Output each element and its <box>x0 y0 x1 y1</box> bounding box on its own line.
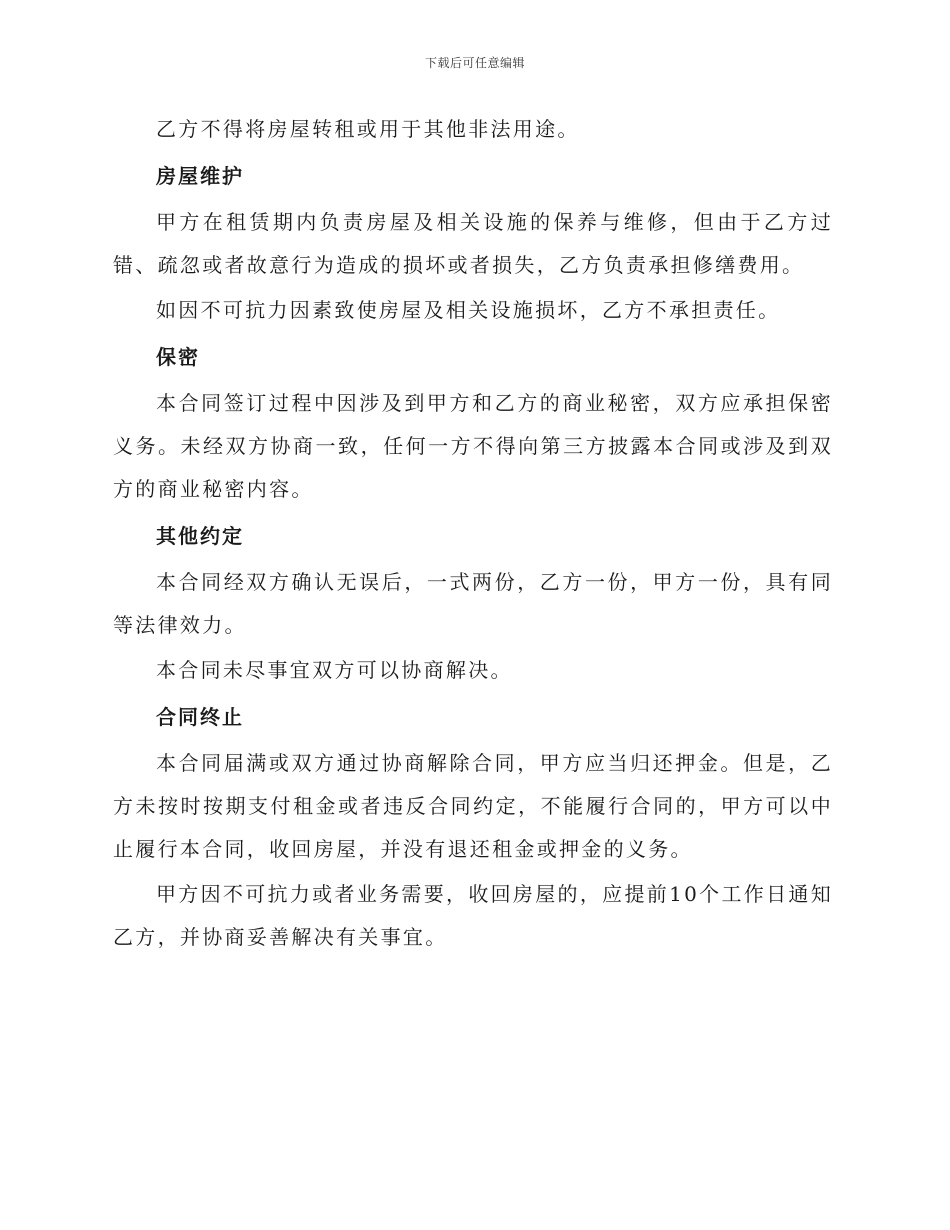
paragraph-early-recovery: 甲方因不可抗力或者业务需要，收回房屋的，应提前10个工作日通知乙方，并协商妥善解决有关事宜。 <box>113 882 833 949</box>
paragraph-maintenance: 甲方在租赁期内负责房屋及相关设施的保养与维修，但由于乙方过错、疏忽或者故意行为造成的损坏或者损失，乙方负责承担修缮费用。 <box>113 210 833 277</box>
section-heading-termination: 合同终止 <box>156 705 244 729</box>
paragraph-force-majeure: 如因不可抗力因素致使房屋及相关设施损坏，乙方不承担责任。 <box>156 298 781 322</box>
page-header: 下载后可任意编辑 <box>424 56 525 70</box>
paragraph-confidentiality: 本合同签订过程中因涉及到甲方和乙方的商业秘密，双方应承担保密义务。未经双方协商一致，任何一方不得向第三方披露本合同或涉及到双方的商业秘密内容。 <box>113 391 833 501</box>
paragraph-termination: 本合同届满或双方通过协商解除合同，甲方应当归还押金。但是，乙方未按时按期支付租金或者违反合同约定，不能履行合同的，甲方可以中止履行本合同，收回房屋，并没有退还租金或押金的义务。 <box>113 751 833 861</box>
section-heading-maintenance: 房屋维护 <box>156 164 244 188</box>
paragraph-copies: 本合同经双方确认无误后，一式两份，乙方一份，甲方一份，具有同等法律效力。 <box>113 570 833 637</box>
paragraph-sublease: 乙方不得将房屋转租或用于其他非法用途。 <box>156 117 580 141</box>
section-heading-other-terms: 其他约定 <box>156 524 244 548</box>
paragraph-unresolved-matters: 本合同未尽事宜双方可以协商解决。 <box>156 658 513 682</box>
section-heading-confidentiality: 保密 <box>156 345 200 369</box>
document-body <box>113 108 833 961</box>
